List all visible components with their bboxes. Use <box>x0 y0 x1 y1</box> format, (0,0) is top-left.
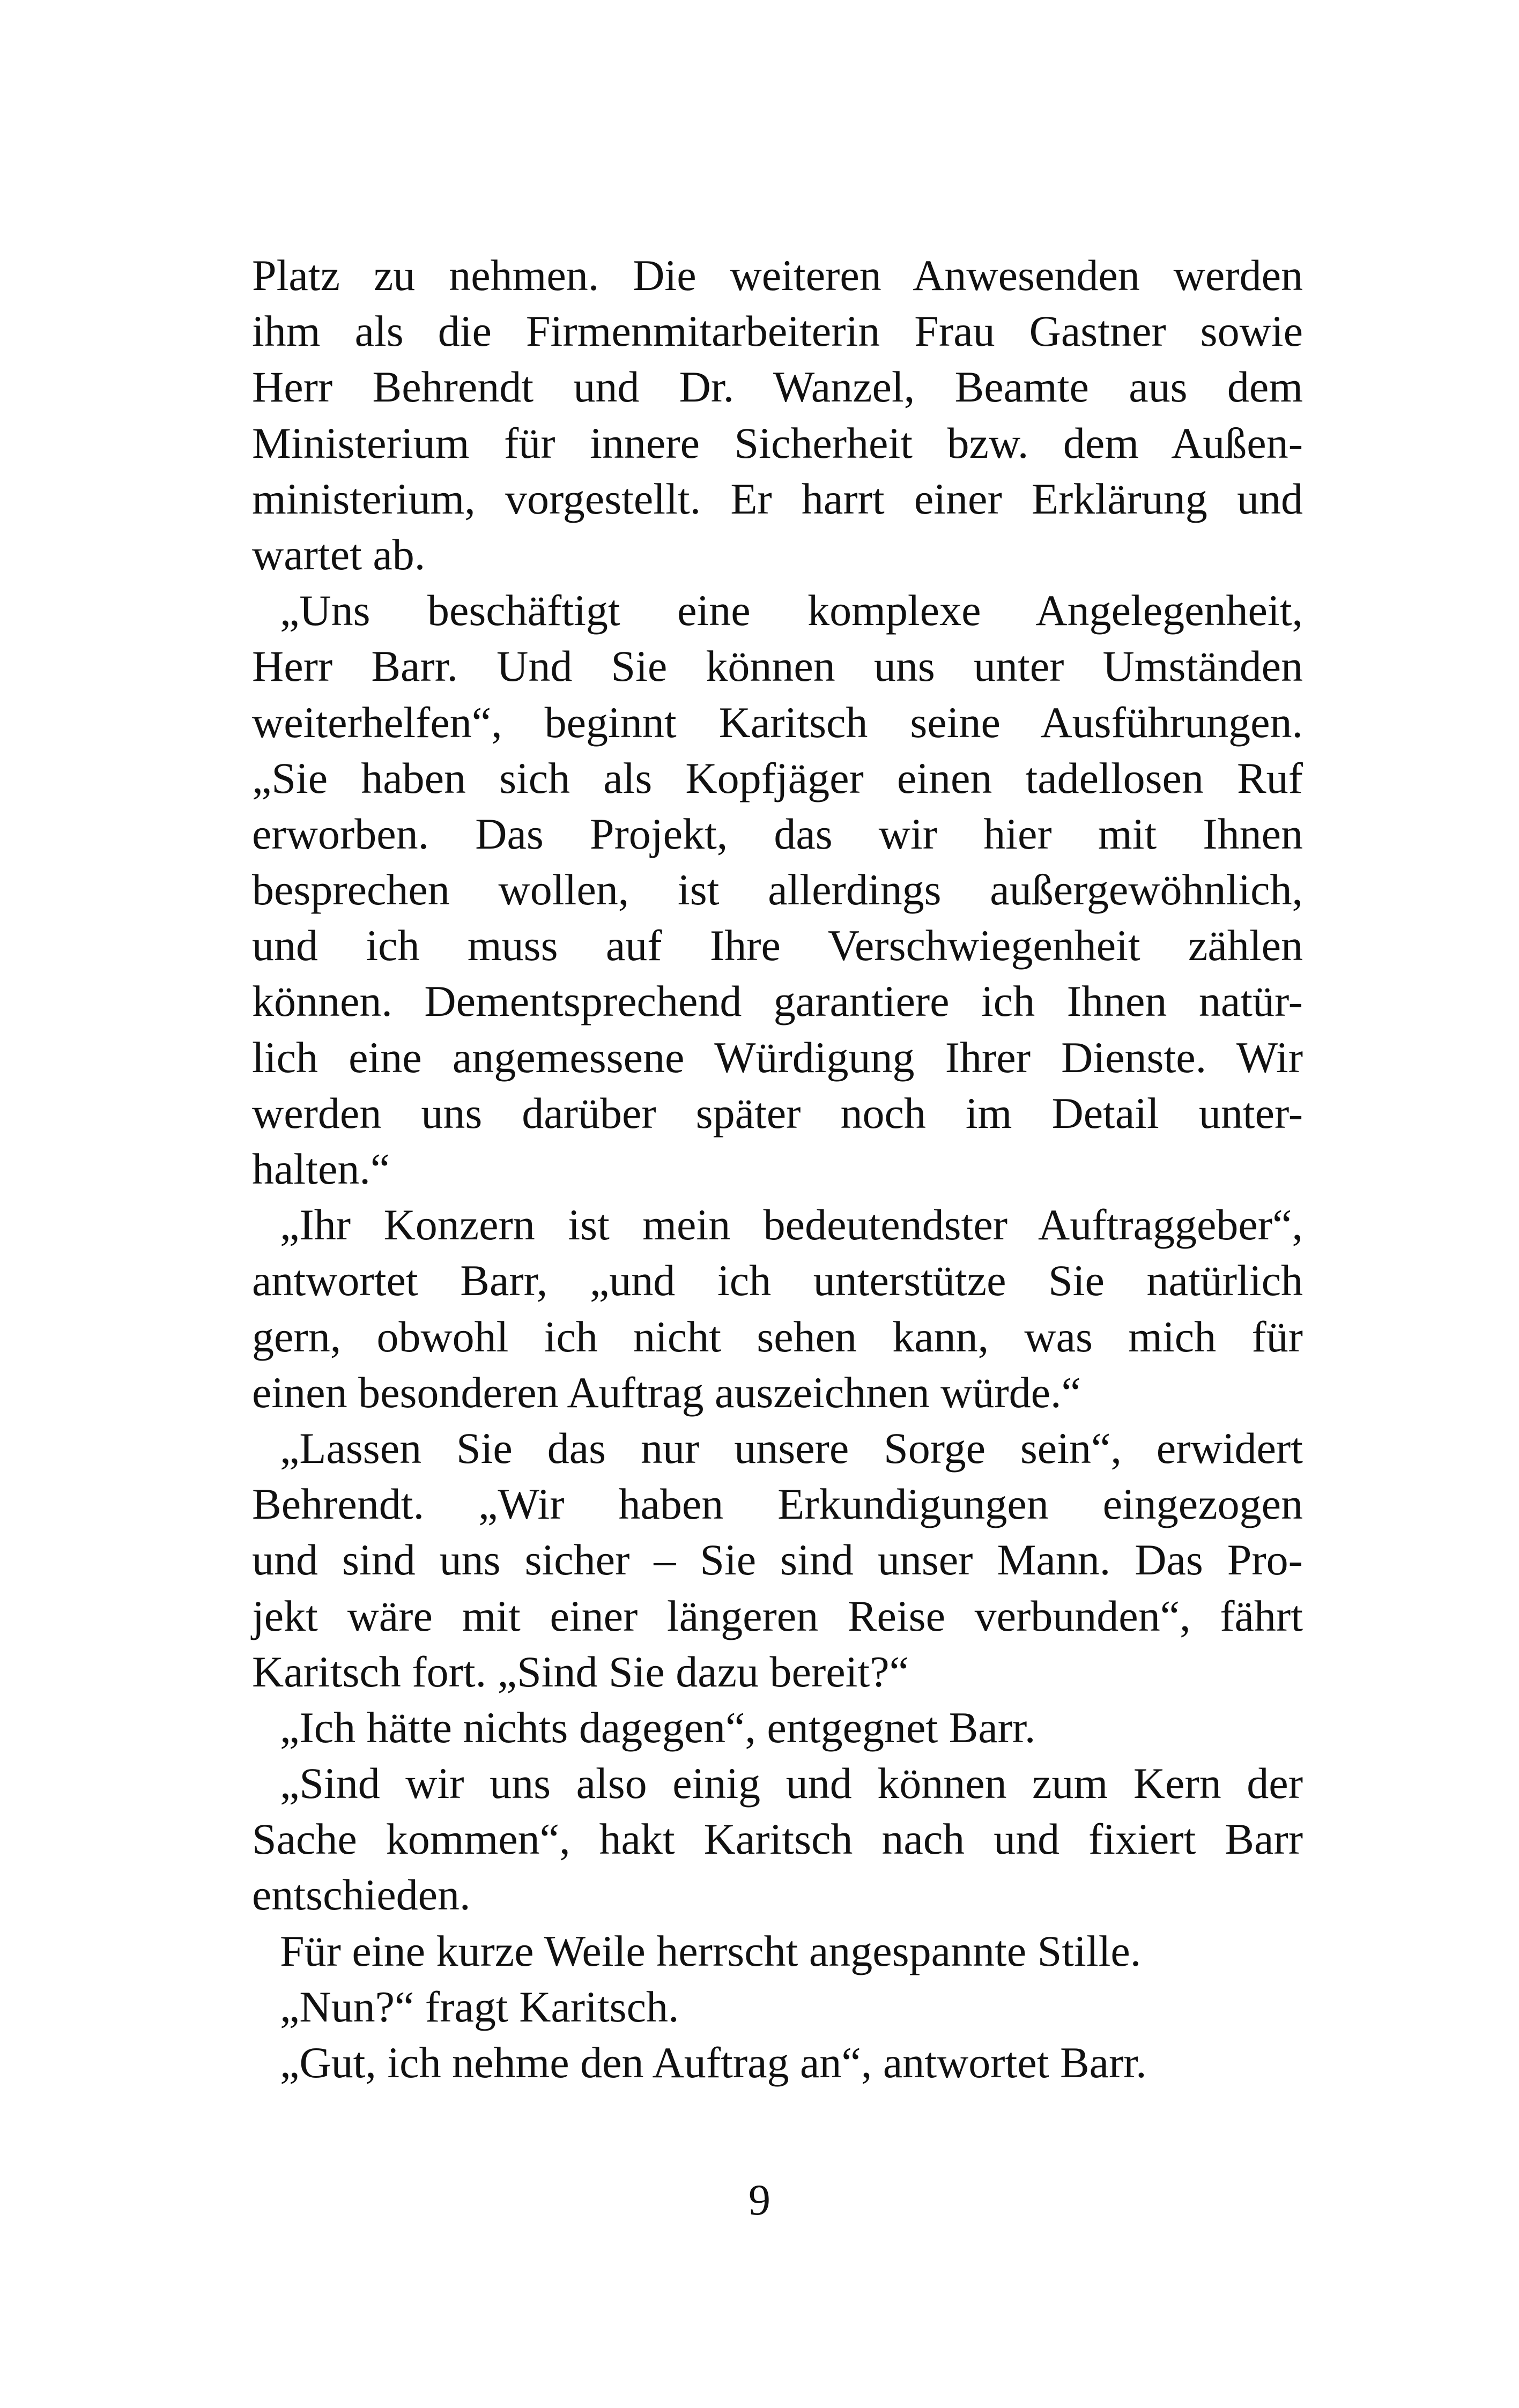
text-line: und sind uns sicher – Sie sind unser Mann. Das Pro- <box>252 1535 1303 1585</box>
text-line: jekt wäre mit einer längeren Reise verbunden“, fährt <box>252 1591 1303 1640</box>
text-line: „Gut, ich nehme den Auftrag an“, antwortet Barr. <box>280 2038 1147 2087</box>
text-line: und ich muss auf Ihre Verschwiegenheit zählen <box>252 921 1303 970</box>
text-line: Ministerium für innere Sicherheit bzw. dem Außen- <box>252 418 1303 467</box>
text-line: „Uns beschäftigt eine komplexe Angelegenheit, <box>280 586 1303 635</box>
text-line: „Ihr Konzern ist mein bedeutendster Auftraggeber“, <box>280 1200 1303 1250</box>
text-line: lich eine angemessene Würdigung Ihrer Dienste. Wir <box>252 1032 1303 1082</box>
text-line: werden uns darüber später noch im Detail unter- <box>252 1088 1303 1138</box>
text-line: einen besonderen Auftrag auszeichnen würde.“ <box>252 1367 1081 1417</box>
text-line: erworben. Das Projekt, das wir hier mit Ihnen <box>252 809 1303 858</box>
text-line: gern, obwohl ich nicht sehen kann, was mich für <box>252 1312 1303 1361</box>
text-line: weiterhelfen“, beginnt Karitsch seine Ausführungen. <box>252 697 1303 747</box>
text-line: Sache kommen“, hakt Karitsch nach und fixiert Barr <box>252 1815 1303 1864</box>
text-line: entschieden. <box>252 1870 471 1920</box>
text-line: wartet ab. <box>252 530 426 579</box>
text-line: können. Dementsprechend garantiere ich Ihnen natür- <box>252 977 1303 1026</box>
text-line: „Sind wir uns also einig und können zum Kern der <box>280 1759 1303 1808</box>
text-line: besprechen wollen, ist allerdings außergewöhnlich, <box>252 865 1303 915</box>
text-line: „Nun?“ fragt Karitsch. <box>280 1982 679 2031</box>
text-line: Karitsch fort. „Sind Sie dazu bereit?“ <box>252 1647 909 1696</box>
text-line: Herr Behrendt und Dr. Wanzel, Beamte aus dem <box>252 362 1303 412</box>
text-line: Platz zu nehmen. Die weiteren Anwesenden werden <box>252 251 1303 300</box>
text-line: ministerium, vorgestellt. Er harrt einer Erklärung und <box>252 474 1303 523</box>
text-line: „Lassen Sie das nur unsere Sorge sein“, erwidert <box>280 1423 1303 1473</box>
text-line: „Sie haben sich als Kopfjäger einen tadellosen Ruf <box>252 753 1303 802</box>
text-line: ihm als die Firmenmitarbeiterin Frau Gastner sowie <box>252 307 1303 356</box>
page-number: 9 <box>749 2175 770 2224</box>
text-line: antwortet Barr, „und ich unterstütze Sie natürlich <box>252 1256 1303 1305</box>
text-line: Behrendt. „Wir haben Erkundigungen eingezogen <box>252 1480 1303 1529</box>
text-line: Für eine kurze Weile herrscht angespannte Stille. <box>280 1926 1142 1975</box>
text-line: halten.“ <box>252 1144 390 1193</box>
text-line: Herr Barr. Und Sie können uns unter Umständen <box>252 642 1303 691</box>
text-line: „Ich hätte nichts dagegen“, entgegnet Barr. <box>280 1703 1036 1752</box>
body-text <box>252 248 1303 2091</box>
